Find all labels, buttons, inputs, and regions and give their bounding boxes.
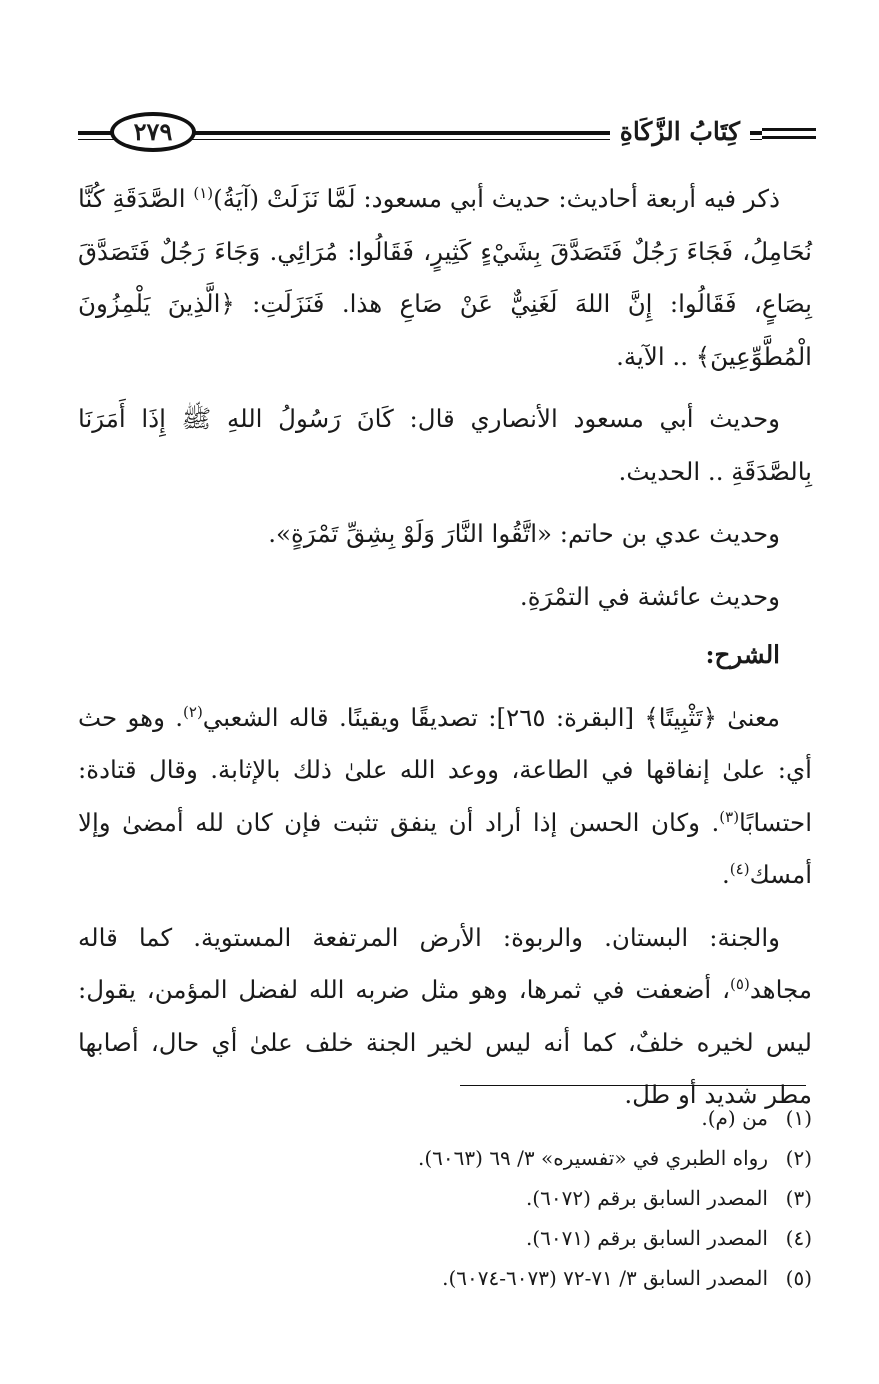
- footnote-item: [100, 1258, 812, 1298]
- paragraph-text: . وهو حث أي: علىٰ إنفاقها في الطاعة، ووعد الله علىٰ ذلك بالإثابة. وقال قتادة: احتسابًا: [78, 702, 812, 837]
- footnote-text: رواه الطبري في «تفسيره» ٣/ ٦٩ (٦٠٦٣).: [418, 1146, 768, 1170]
- paragraph-abi-masud: وحديث أبي مسعود الأنصاري قال: كَانَ رَسُولُ اللهِ ﷺ إِذَا أَمَرَنَا بِالصَّدَقَةِ .. الحديث.: [78, 404, 812, 486]
- footnote-number: (٥): [785, 1266, 812, 1290]
- footnote-number: (٣): [785, 1186, 812, 1210]
- paragraph-text: ذكر فيه أربعة أحاديث: حديث أبي مسعود: لَمَّا نَزَلَتْ (آيَةُ): [213, 184, 781, 213]
- footnote-text: المصدر السابق برقم (٦٠٧١).: [525, 1226, 768, 1250]
- footnote-ref: (٣): [719, 807, 740, 826]
- paragraph-text: ، أضعفت في ثمرها، وهو مثل ضربه الله لفضل المؤمن، يقول: ليس لخيره خلفٌ، كما أنه ليس لخير الجنة خلف علىٰ أي حال، أصابها مطر شديد أو طل.: [78, 975, 812, 1109]
- footnote-text: من (م).: [701, 1106, 768, 1130]
- footnote-item: [100, 1138, 812, 1178]
- footnote-ref: (١): [193, 183, 214, 202]
- footnote-item: [100, 1098, 812, 1138]
- main-text: [78, 173, 812, 1122]
- footnote-number: (٢): [785, 1146, 812, 1170]
- paragraph-text: .: [721, 860, 730, 889]
- paragraph-text: الصَّدَقَةِ كُنَّا نُحَامِلُ، فَجَاءَ رَجُلٌ فَتَصَدَّقَ بِشَيْءٍ كَثِيرٍ، فَقَالُوا: مُرَائِي. وَجَاءَ رَجُلٌ فَتَصَدَّقَ بِصَاعٍ، فَقَالُوا: إِنَّ اللهَ لَغَنِيٌّ عَنْ صَاعِ هذا. فَنَزَلَتِ: ﴿الَّذِينَ يَلْمِزُونَ الْمُطَّوِّعِينَ﴾ .. الآية.: [78, 184, 812, 371]
- paragraph-text: والجنة: البستان. والربوة: الأرض المرتفعة المستوية. كما قاله مجاهد: [78, 922, 812, 1004]
- header-ornament: [762, 128, 816, 140]
- footnote-item: [100, 1178, 812, 1218]
- footnote-text: المصدر السابق ٣/ ٧١-٧٢ (٦٠٧٣-٦٠٧٤).: [442, 1266, 768, 1290]
- footnote-ref: (٢): [183, 702, 203, 721]
- book-title: كِتَابُ الزَّكَاةِ: [610, 114, 750, 150]
- paragraph-text: معنىٰ ﴿تَثْبِيتًا﴾ [البقرة: ٢٦٥]: تصديقًا ويقينًا. قاله الشعبي: [202, 702, 780, 732]
- sharh-heading: الشرح:: [705, 640, 780, 669]
- page-header: [78, 112, 816, 156]
- paragraph-janna: [78, 912, 812, 1122]
- footnote-ref: (٤): [729, 859, 750, 878]
- paragraph-adi-hatim: وحديث عدي بن حاتم: «اتَّقُوا النَّارَ وَلَوْ بِشِقِّ تَمْرَةٍ».: [268, 519, 780, 548]
- paragraph-hadith-list: [78, 173, 812, 383]
- footnotes-list: [100, 1098, 812, 1298]
- footnote-item: [100, 1218, 812, 1258]
- paragraph-tathbit: [78, 692, 812, 902]
- paragraph-aisha: وحديث عائشة في التمْرَةِ.: [519, 581, 780, 611]
- footnote-number: (٤): [785, 1226, 812, 1250]
- footnote-text: المصدر السابق برقم (٦٠٧٢).: [525, 1186, 768, 1210]
- paragraph-text: . وكان الحسن إذا أراد أن ينفق تثبت فإن كان لله أمضىٰ وإلا أمسك: [78, 807, 812, 889]
- footnote-number: (١): [785, 1106, 812, 1130]
- footnote-separator: [460, 1085, 806, 1086]
- page-number: ٢٧٩: [110, 112, 196, 152]
- footnote-ref: (٥): [730, 974, 750, 993]
